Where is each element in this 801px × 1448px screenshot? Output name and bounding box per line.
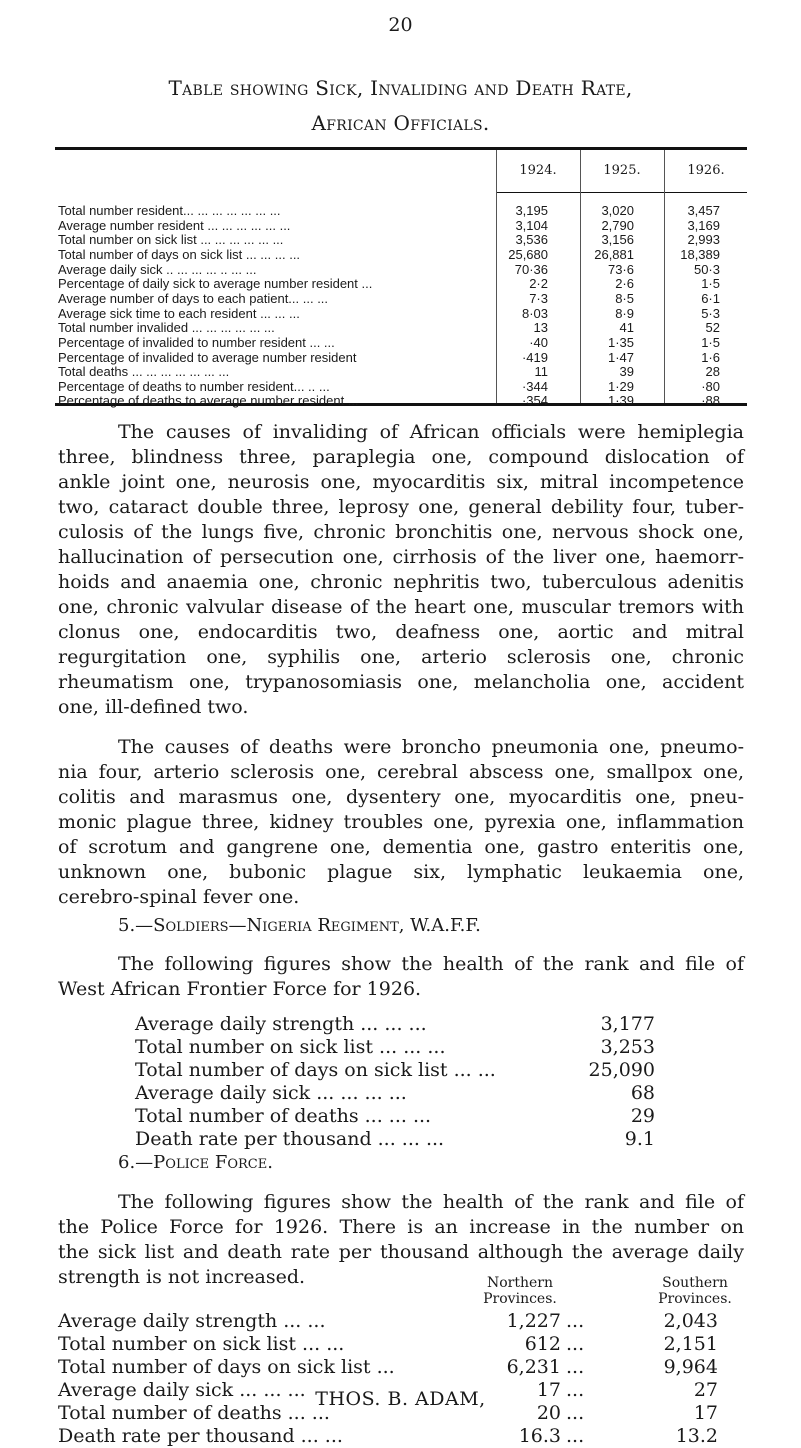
stat-row	[135, 1059, 655, 1082]
cell-value: 70·36	[514, 261, 548, 277]
cell-value: 3,536	[515, 232, 548, 248]
cell-value: 7·3	[529, 290, 548, 306]
paragraph-line: one, ill-defined two.	[58, 696, 249, 718]
cell-value: 2·2	[529, 276, 548, 292]
cell-value: 18,389	[680, 246, 720, 262]
cell-value: 8·03	[521, 305, 548, 321]
paragraph-line: The following figures show the health of the rank and file of	[118, 1191, 744, 1213]
southern-value: 2,043	[663, 1310, 718, 1332]
stat-row	[135, 1013, 655, 1036]
northern-value: 16.3	[518, 1425, 561, 1447]
signature: THOS. B. ADAM,	[315, 1388, 486, 1410]
stat-value: 3,177	[600, 1013, 655, 1035]
cell-value: ·354	[521, 393, 548, 409]
row-label: Total deaths ... ... ... ... ... ... ...	[58, 364, 230, 380]
cell-value: 13	[533, 320, 548, 336]
row-label: Percentage of deaths to number resident... .. ...	[58, 378, 330, 394]
cell-value: 3,169	[687, 217, 720, 233]
paragraph-line: ankle joint one, neurosis one, myocarditis six, mitral incompetence	[58, 471, 744, 493]
table-row	[58, 364, 748, 379]
cell-value: 2,790	[601, 217, 634, 233]
southern-value: 9,964	[663, 1356, 718, 1378]
police-stat-row	[58, 1356, 758, 1379]
table-row	[58, 247, 748, 262]
column-header-1924: 1924.	[519, 163, 557, 178]
table-row	[58, 393, 748, 408]
cell-value: ·419	[521, 349, 548, 365]
row-label: Percentage of deaths to average number resident ...	[58, 393, 359, 409]
paragraph-line: hoids and anaemia one, chronic nephritis two, tuberculous adenitis	[58, 571, 744, 593]
table-row	[58, 306, 748, 321]
police-stat-row	[58, 1425, 758, 1448]
cell-value: 3,020	[601, 203, 634, 218]
paragraph-line: The following figures show the health of the rank and file of	[118, 953, 744, 975]
police-stat-row	[58, 1333, 758, 1356]
southern-value: 2,151	[663, 1333, 718, 1355]
cell-value: 1·5	[701, 276, 720, 292]
cell-value: 52	[705, 320, 720, 336]
police-stat-label: Total number of deaths ... ...	[58, 1402, 330, 1424]
paragraph-line: strength is not increased.	[58, 1266, 306, 1288]
paragraph-line: colitis and marasmus one, dysentery one, myocarditis one, pneu-	[58, 786, 744, 808]
stat-row	[135, 1128, 655, 1151]
stat-label: Average daily strength ... ... ...	[135, 1013, 427, 1035]
invaliding-causes-paragraph	[58, 420, 744, 720]
northern-value: 20	[536, 1402, 561, 1424]
row-label: Percentage of invalided to number resident ... ...	[58, 334, 335, 350]
stat-row	[135, 1105, 655, 1128]
paragraph-line: two, cataract double three, leprosy one, general debility four, tuber-	[58, 496, 744, 518]
cell-value: 26,881	[594, 246, 634, 262]
column-header-1926: 1926.	[687, 163, 725, 178]
paragraph-line: of scrotum and gangrene one, dementia one, gastro enteritis one,	[58, 836, 744, 858]
page-number: 20	[388, 14, 413, 36]
table-row	[58, 350, 748, 365]
cell-value: 11	[534, 364, 548, 380]
cell-value: 1·35	[607, 334, 634, 350]
southern-value: 17	[693, 1402, 718, 1424]
southern-value: 27	[693, 1379, 718, 1401]
paragraph-line: clonus one, endocarditis two, deafness one, aortic and mitral	[58, 621, 744, 643]
stat-value: 25,090	[588, 1059, 655, 1081]
stat-row	[135, 1082, 655, 1105]
table-row	[58, 203, 748, 218]
table-subtitle: African Officials.	[311, 111, 490, 135]
paragraph-line: unknown one, bubonic plague six, lymphatic leukaemia one,	[58, 861, 744, 883]
cell-value: 3,457	[687, 203, 720, 218]
paragraph-line: monic plague three, kidney troubles one, pyrexia one, inflammation	[58, 811, 744, 833]
cell-value: 3,156	[601, 232, 634, 248]
stat-label: Total number of deaths ... ... ...	[135, 1105, 432, 1127]
cell-value: 6·1	[701, 290, 720, 306]
southern-provinces-header: Southern Provinces.	[658, 1275, 732, 1307]
cell-value: 28	[705, 364, 720, 380]
table-row	[58, 320, 748, 335]
police-stat-label: Total number of days on sick list ...	[58, 1356, 395, 1378]
row-label: Average sick time to each resident ... ... ...	[58, 305, 300, 321]
stat-value: 29	[630, 1105, 655, 1127]
row-label: Percentage of daily sick to average number resident ...	[58, 276, 373, 292]
cell-value: 5·3	[701, 305, 720, 321]
northern-value: 17	[536, 1379, 561, 1401]
cell-value: 1·6	[701, 349, 720, 365]
cell-value: 73·6	[607, 261, 634, 277]
stat-value: 68	[630, 1082, 655, 1104]
paragraph-line: one, chronic valvular disease of the heart one, muscular tremors with	[58, 596, 744, 618]
stat-value: 9.1	[624, 1128, 655, 1150]
cell-value: ·40	[529, 334, 548, 350]
cell-value: 1·5	[701, 334, 720, 350]
cell-value: 3,104	[515, 217, 548, 233]
dot-leader: ...	[566, 1310, 585, 1332]
row-label: Total number invalided ... ... ... ... ... ...	[58, 320, 275, 336]
section-5-intro	[58, 952, 744, 1002]
paragraph-line: The causes of deaths were broncho pneumonia one, pneumo-	[118, 736, 744, 758]
cell-value: 1·39	[607, 393, 634, 409]
row-label: Total number on sick list ... ... ... ... ... ...	[58, 232, 284, 248]
northern-value: 612	[524, 1333, 561, 1355]
table-top-rule	[55, 147, 747, 150]
police-stat-label: Total number on sick list ... ...	[58, 1333, 345, 1355]
dot-leader: ...	[566, 1333, 585, 1355]
southern-value: 13.2	[675, 1425, 718, 1447]
table-row	[58, 276, 748, 291]
cell-value: 25,680	[508, 246, 548, 262]
cell-value: 2,993	[687, 232, 720, 248]
row-label: Average number of days to each patient... ... ...	[58, 290, 329, 306]
cell-value: 50·3	[693, 261, 720, 277]
cell-value: 3,195	[515, 203, 548, 218]
cell-value: 8·5	[615, 290, 634, 306]
paragraph-line: The causes of invaliding of African officials were hemiplegia	[118, 421, 744, 443]
cell-value: ·344	[521, 378, 548, 394]
paragraph-line: the Police Force for 1926. There is an increase in the number on	[58, 1216, 744, 1238]
stat-row	[135, 1036, 655, 1059]
section-5-heading: 5.—Soldiers—Nigeria Regiment, W.A.F.F.	[118, 915, 481, 936]
table-row	[58, 218, 748, 233]
paragraph-line: three, blindness three, paraplegia one, compound dislocation of	[58, 446, 744, 468]
cell-value: 39	[619, 364, 634, 380]
stat-value: 3,253	[600, 1036, 655, 1058]
stat-label: Average daily sick ... ... ... ...	[135, 1082, 407, 1104]
table-header-rule	[496, 192, 747, 193]
table-row	[58, 232, 748, 247]
table-row	[58, 262, 748, 277]
row-label: Average daily sick .. ... ... ... .. ... ...	[58, 261, 257, 277]
paragraph-line: regurgitation one, syphilis one, arterio sclerosis one, chronic	[58, 646, 744, 668]
paragraph-line: culosis of the lungs five, chronic bronchitis one, nervous shock one,	[58, 521, 744, 543]
row-label: Average number resident ... ... ... ... ... ...	[58, 217, 291, 233]
stat-label: Total number on sick list ... ... ...	[135, 1036, 446, 1058]
cell-value: 1·29	[607, 378, 634, 394]
northern-value: 1,227	[506, 1310, 561, 1332]
stat-label: Death rate per thousand ... ... ...	[135, 1128, 445, 1150]
paragraph-line: the sick list and death rate per thousand although the average daily	[58, 1241, 744, 1263]
cell-value: 1·47	[607, 349, 634, 365]
northern-provinces-header: Northern Provinces.	[483, 1275, 557, 1307]
police-stat-label: Average daily sick ... ... ...	[58, 1379, 306, 1401]
dot-leader: ...	[566, 1356, 585, 1378]
paragraph-line: West African Frontier Force for 1926.	[58, 978, 422, 1000]
cell-value: ·80	[701, 378, 720, 394]
cell-value: 8·9	[615, 305, 634, 321]
paragraph-line: rheumatism one, trypanosomiasis one, melancholia one, accident	[58, 671, 744, 693]
cell-value: ·88	[701, 393, 720, 409]
column-header-1925: 1925.	[603, 163, 641, 178]
paragraph-line: nia four, arterio sclerosis one, cerebral abscess one, smallpox one,	[58, 761, 744, 783]
section-6-heading: 6.—Police Force.	[118, 1152, 273, 1173]
table-title: Table showing Sick, Invaliding and Death Rate,	[168, 76, 633, 100]
dot-leader: ...	[566, 1402, 585, 1424]
police-stat-label: Average daily strength ... ...	[58, 1310, 326, 1332]
table-row	[58, 379, 748, 394]
row-label: Percentage of invalided to average number resident	[58, 349, 357, 365]
police-stat-row	[58, 1310, 758, 1333]
paragraph-line: cerebro-spinal fever one.	[58, 886, 300, 908]
row-label: Total number resident... ... ... ... ... ... ...	[58, 203, 281, 218]
northern-value: 6,231	[506, 1356, 561, 1378]
police-stat-label: Death rate per thousand ... ...	[58, 1425, 343, 1447]
cell-value: 2·6	[615, 276, 634, 292]
row-label: Total number of days on sick list ... ... ... ...	[58, 246, 301, 262]
stat-label: Total number of days on sick list ... ...	[135, 1059, 496, 1081]
dot-leader: ...	[566, 1379, 585, 1401]
paragraph-line: hallucination of persecution one, cirrhosis of the liver one, haemorr-	[58, 546, 744, 568]
death-causes-paragraph	[58, 735, 744, 910]
table-row	[58, 291, 748, 306]
dot-leader: ...	[566, 1425, 585, 1447]
cell-value: 41	[619, 320, 634, 336]
table-row	[58, 335, 748, 350]
